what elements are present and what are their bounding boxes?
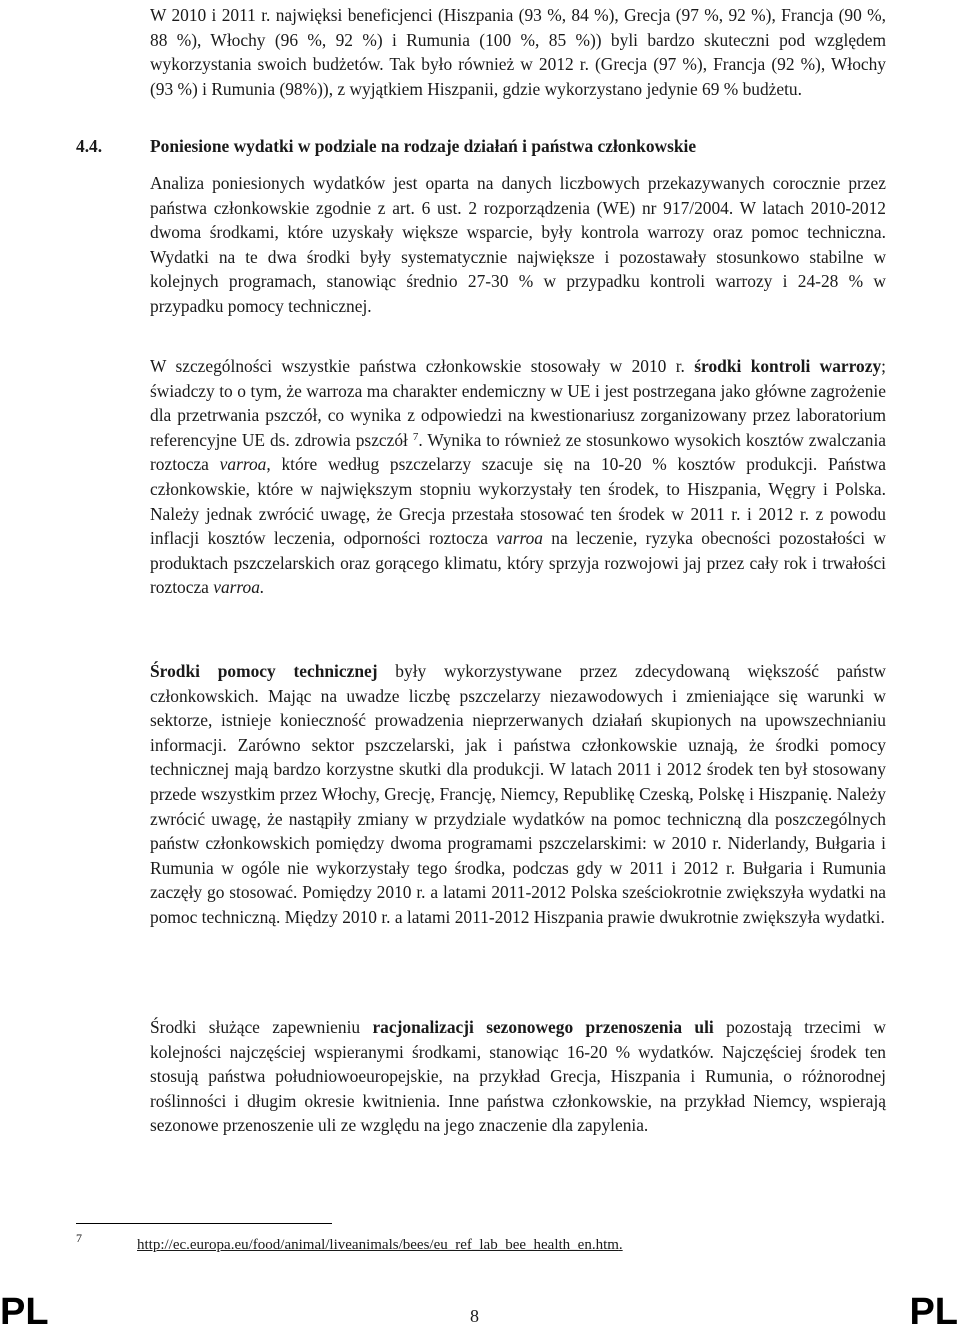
p2-italic-varroa-3: varroa.	[213, 577, 265, 598]
p2-text-d: . Wynika to również ze stosunkowo wysokich kosztów zwalczania roztocza	[150, 429, 886, 475]
p3-text-b: były wykorzystywane przez zdecydowaną większość państw członkowskich. Mając na uwadze liczbę pszczelarzy niezawodowych i zmieniające się warunki w sektorze, istnieje konieczność prowadzenia nieprzerwanych działań skupionych na upowszechnianiu informacji. Zarówno sektor pszczelarski, jak i państwa członkowskie uznają, że środki pomocy technicznej mają bardzo korzystne skutki dla produkcji. W latach 2011 i 2012 środek ten był stosowany przede wszystkim przez Włochy, Grecję, Francję, Niemcy, Republikę Czeską, Polskę i Hiszpanię. Należy zwrócić uwagę, że nastąpiły zmiany w przydziale wydatków na pomoc techniczną dla poszczególnych państw członkowskich pomiędzy dwoma programami pszczelarskimi: w 2010 r. Niderlandy, Bułgaria i Rumunia w ogóle nie wykorzystały tego środka, podczas gdy w 2011 i 2012 r. Bułgaria i Rumunia zaczęły go stosować. Pomiędzy 2010 r. a latami 2011-2012 Polska sześciokrotnie zwiększyła wydatki na pomoc techniczną. Między 2010 r. a latami 2011-2012 Hiszpania prawie dwukrotnie zwiększyła wydatki.	[150, 661, 886, 927]
footnote-reference: 7	[412, 430, 419, 443]
footnote-number: 7	[76, 1231, 82, 1245]
paragraph-varroa-control	[150, 354, 886, 600]
p2-italic-varroa-1: varroa	[219, 454, 267, 475]
p4-text-c: pozostają trzecimi w kolejności najczęściej wspieranymi środkami, stanowiąc 16-20 % wydatków. Najczęściej środek ten stosują państwa południowoeuropejskie, na przykład Grecja, Hiszpania i Rumunia, o różnorodnej roślinności i długim okresie kwitnienia. Inne państwa członkowskie, na przykład Niemcy, wspierają sezonowe przenoszenie uli ze względu na jego znaczenie dla zapylenia.	[150, 1017, 886, 1136]
section-heading	[76, 136, 876, 157]
intro-paragraph: W 2010 i 2011 r. najwięksi beneficjenci (Hiszpania (93 %, 84 %), Grecja (97 %, 92 %), Francja (90 %, 88 %), Włochy (96 %, 92 %) i Rumunia (100 %, 85 %)) byli bardzo skuteczni pod względem wykorzystania swoich budżetów. Tak było również w 2012 r. (Grecja (97 %), Francja (92 %), Włochy (93 %) i Rumunia (98%)), z wyjątkiem Hiszpanii, gdzie wykorzystano jedynie 69 % budżetu.	[150, 5, 886, 99]
paragraph-technical-assistance	[150, 659, 886, 930]
p3-bold-term: Środki pomocy technicznej	[150, 661, 378, 681]
footnote-line	[137, 1237, 623, 1254]
footnote-url-link[interactable]: http://ec.europa.eu/food/animal/liveanimals/bees/eu_ref_lab_bee_health_en.htm	[137, 1237, 619, 1253]
footer-language-left: PL	[0, 1291, 49, 1333]
footnote-separator	[76, 1223, 332, 1224]
section-number: 4.4.	[76, 136, 103, 156]
p2-text-c: ; świadczy to o tym, że warroza ma charakter endemiczny w UE i jest postrzegana jako główne zagrożenie dla przetrwania pszczół, co wynika z odpowiedzi na kwestionariusz zorganizowany przez laboratorium referencyjne UE ds. zdrowia pszczół	[150, 356, 886, 450]
p2-bold-term: środki kontroli warrozy	[694, 356, 882, 376]
page-number: 8	[470, 1306, 479, 1326]
p2-text-f: , które według pszczelarzy szacuje się na 10-20 % kosztów produkcji. Państwa członkowskie, które w największym stopniu wykorzystały ten środek, to Hiszpania, Węgry i Polska. Należy jednak zwrócić uwagę, że Grecja przestała stosować ten środek w 2011 r. i 2012 r. z powodu inflacji kosztów leczenia, odporności roztocza	[150, 454, 886, 549]
footnote-trailing: .	[618, 1237, 623, 1253]
paragraph-hive-transhumance	[150, 1015, 886, 1138]
section-title: Poniesione wydatki w podziale na rodzaje działań i państwa członkowskie	[150, 136, 697, 156]
p2-italic-varroa-2: varroa	[496, 528, 543, 549]
p4-bold-term: racjonalizacji sezonowego przenoszenia uli	[372, 1017, 714, 1037]
p2-text-a: W szczególności wszystkie państwa członkowskie stosowały w 2010 r.	[150, 356, 695, 376]
paragraph-expenditure-analysis: Analiza poniesionych wydatków jest oparta na danych liczbowych przekazywanych corocznie przez państwa członkowskie zgodnie z art. 6 ust. 2 rozporządzenia (WE) nr 917/2004. W latach 2010-2012 dwoma środkami, które uzyskały większe wsparcie, były kontrola warrozy oraz pomoc techniczna. Wydatki na te dwa środki były systematycznie największe i pozostawały stosunkowo stabilne w kolejnych programach, stanowiąc średnio 27-30 % w przypadku kontroli warrozy i 24-28 % w przypadku pomocy technicznej.	[150, 173, 886, 316]
footer-language-right: PL	[909, 1291, 958, 1333]
p2-text-h: na leczenie, ryzyka obecności pozostałości w produktach pszczelarskich oraz gorącego klimatu, który sprzyja rozwojowi jaj przez cały rok i trwałości roztocza	[150, 528, 886, 598]
p4-text-a: Środki służące zapewnieniu	[150, 1017, 373, 1037]
